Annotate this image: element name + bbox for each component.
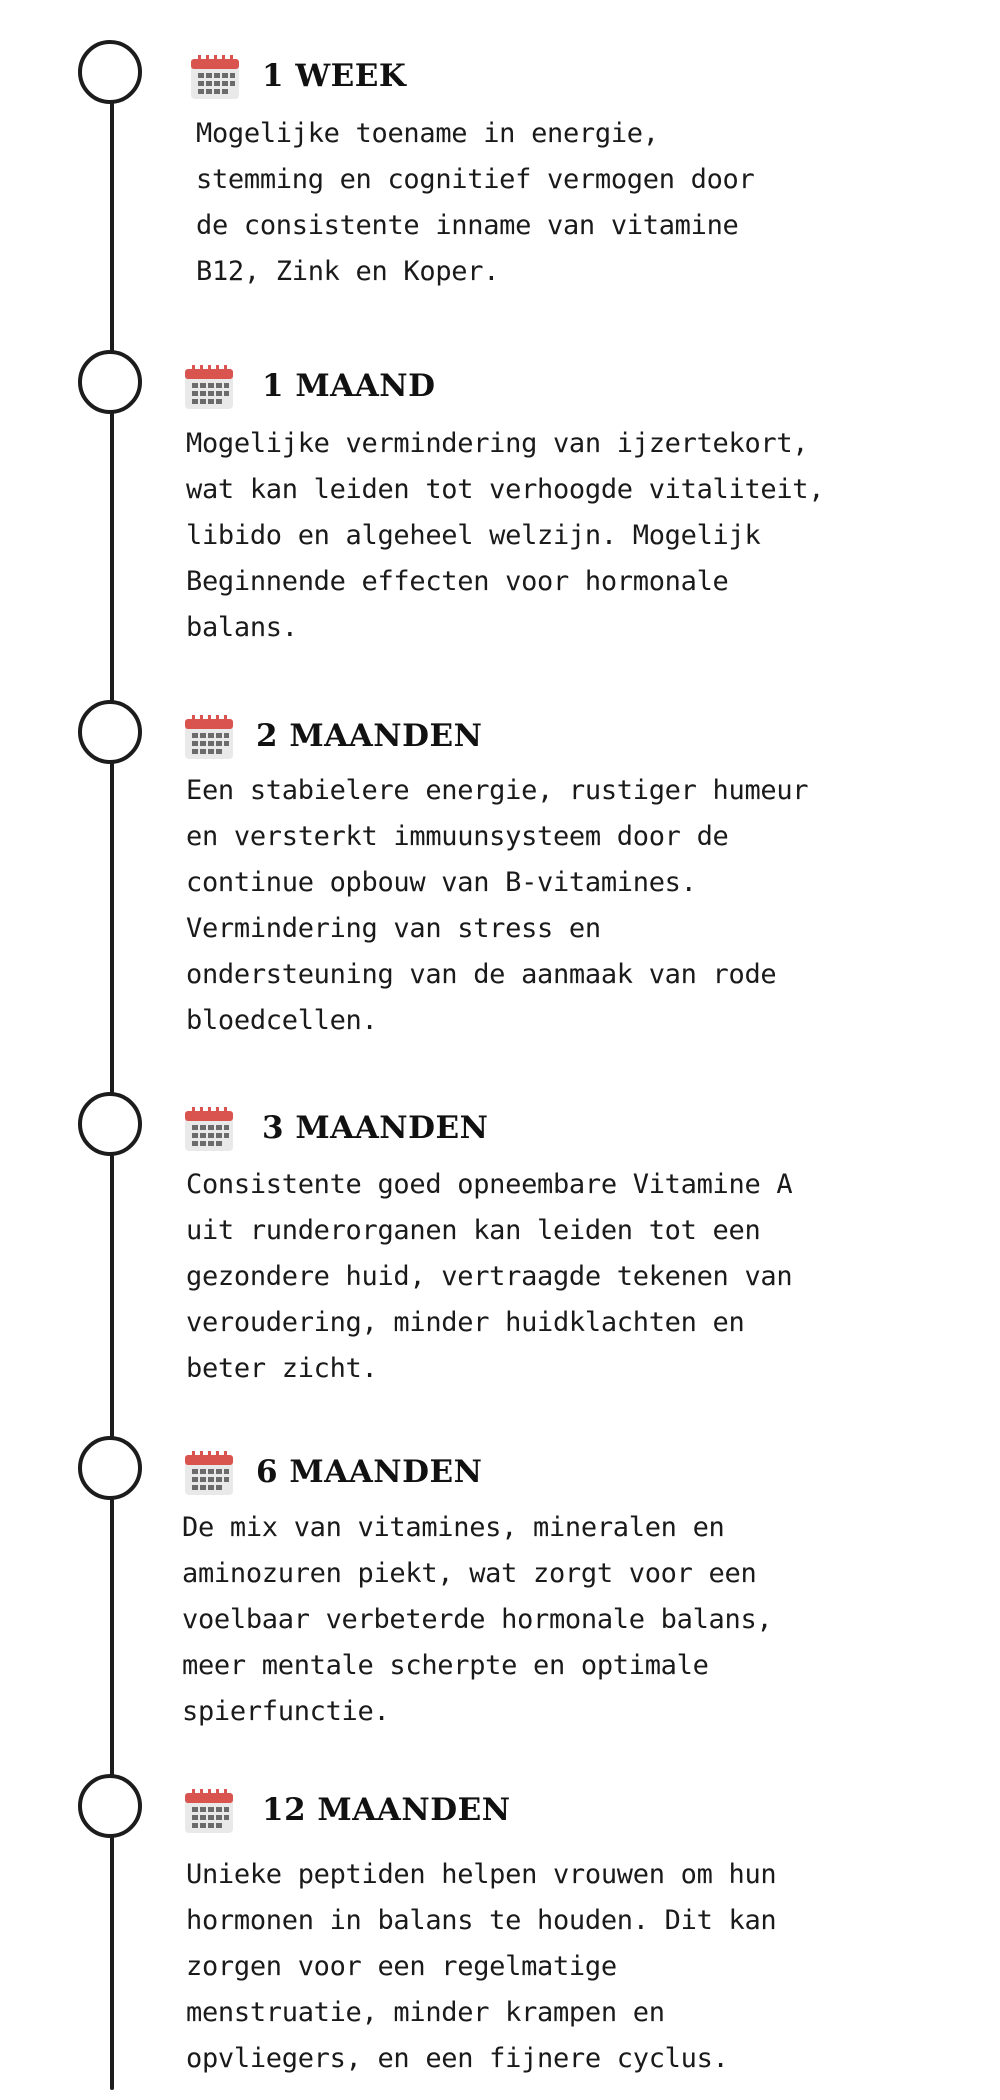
- timeline-node: [78, 1774, 142, 1838]
- milestone-title: 1 MAAND: [262, 368, 436, 404]
- milestone-title: 6 MAANDEN: [256, 1454, 483, 1490]
- timeline-node: [78, 1092, 142, 1156]
- timeline-node: [78, 350, 142, 414]
- timeline-node: [78, 40, 142, 104]
- timeline-node: [78, 1436, 142, 1500]
- calendar-icon: [184, 1450, 234, 1496]
- milestone-description-text: De mix van vitamines, mineralen en aminozuren piekt, wat zorgt voor een voelbaar verbeterde hormonale balans, meer mentale scherpte en optimale spierfunctie.: [182, 1512, 773, 1727]
- milestone-title: 3 MAANDEN: [262, 1110, 489, 1146]
- milestone-description-text: Mogelijke vermindering van ijzertekort, wat kan leiden tot verhoogde vitaliteit, libido en algeheel welzijn. Mogelijk Beginnende effecten voor hormonale balans.: [186, 428, 825, 643]
- milestone-description: [186, 421, 846, 651]
- milestone-description: [186, 1162, 846, 1392]
- milestone-title: 12 MAANDEN: [262, 1792, 511, 1828]
- milestone-title: 2 MAANDEN: [256, 718, 483, 754]
- milestone-description: [182, 1505, 842, 1735]
- calendar-icon: [184, 1788, 234, 1834]
- milestone-description: [186, 768, 846, 1044]
- timeline-node: [78, 700, 142, 764]
- calendar-icon: [184, 364, 234, 410]
- calendar-icon: [184, 714, 234, 760]
- milestone-description-text: Consistente goed opneembare Vitamine A uit runderorganen kan leiden tot een gezondere huid, vertraagde tekenen van veroudering, minder huidklachten en beter zicht.: [186, 1169, 793, 1384]
- milestone-description-text: Een stabielere energie, rustiger humeur en versterkt immuunsysteem door de continue opbouw van B-vitamines. Vermindering van stress en ondersteuning van de aanmaak van rode bloedcellen.: [186, 775, 809, 1036]
- milestone-description: [196, 111, 856, 295]
- calendar-icon: [184, 1106, 234, 1152]
- milestone-description-text: Mogelijke toename in energie, stemming en cognitief vermogen door de consistente inname van vitamine B12, Zink en Koper.: [196, 118, 755, 287]
- milestone-description-text: Unieke peptiden helpen vrouwen om hun hormonen in balans te houden. Dit kan zorgen voor een regelmatige menstruatie, minder krampen en opvliegers, en een fijnere cyclus.: [186, 1859, 777, 2074]
- calendar-icon: [190, 54, 240, 100]
- milestone-title: 1 WEEK: [262, 58, 407, 94]
- milestone-description: [186, 1852, 846, 2082]
